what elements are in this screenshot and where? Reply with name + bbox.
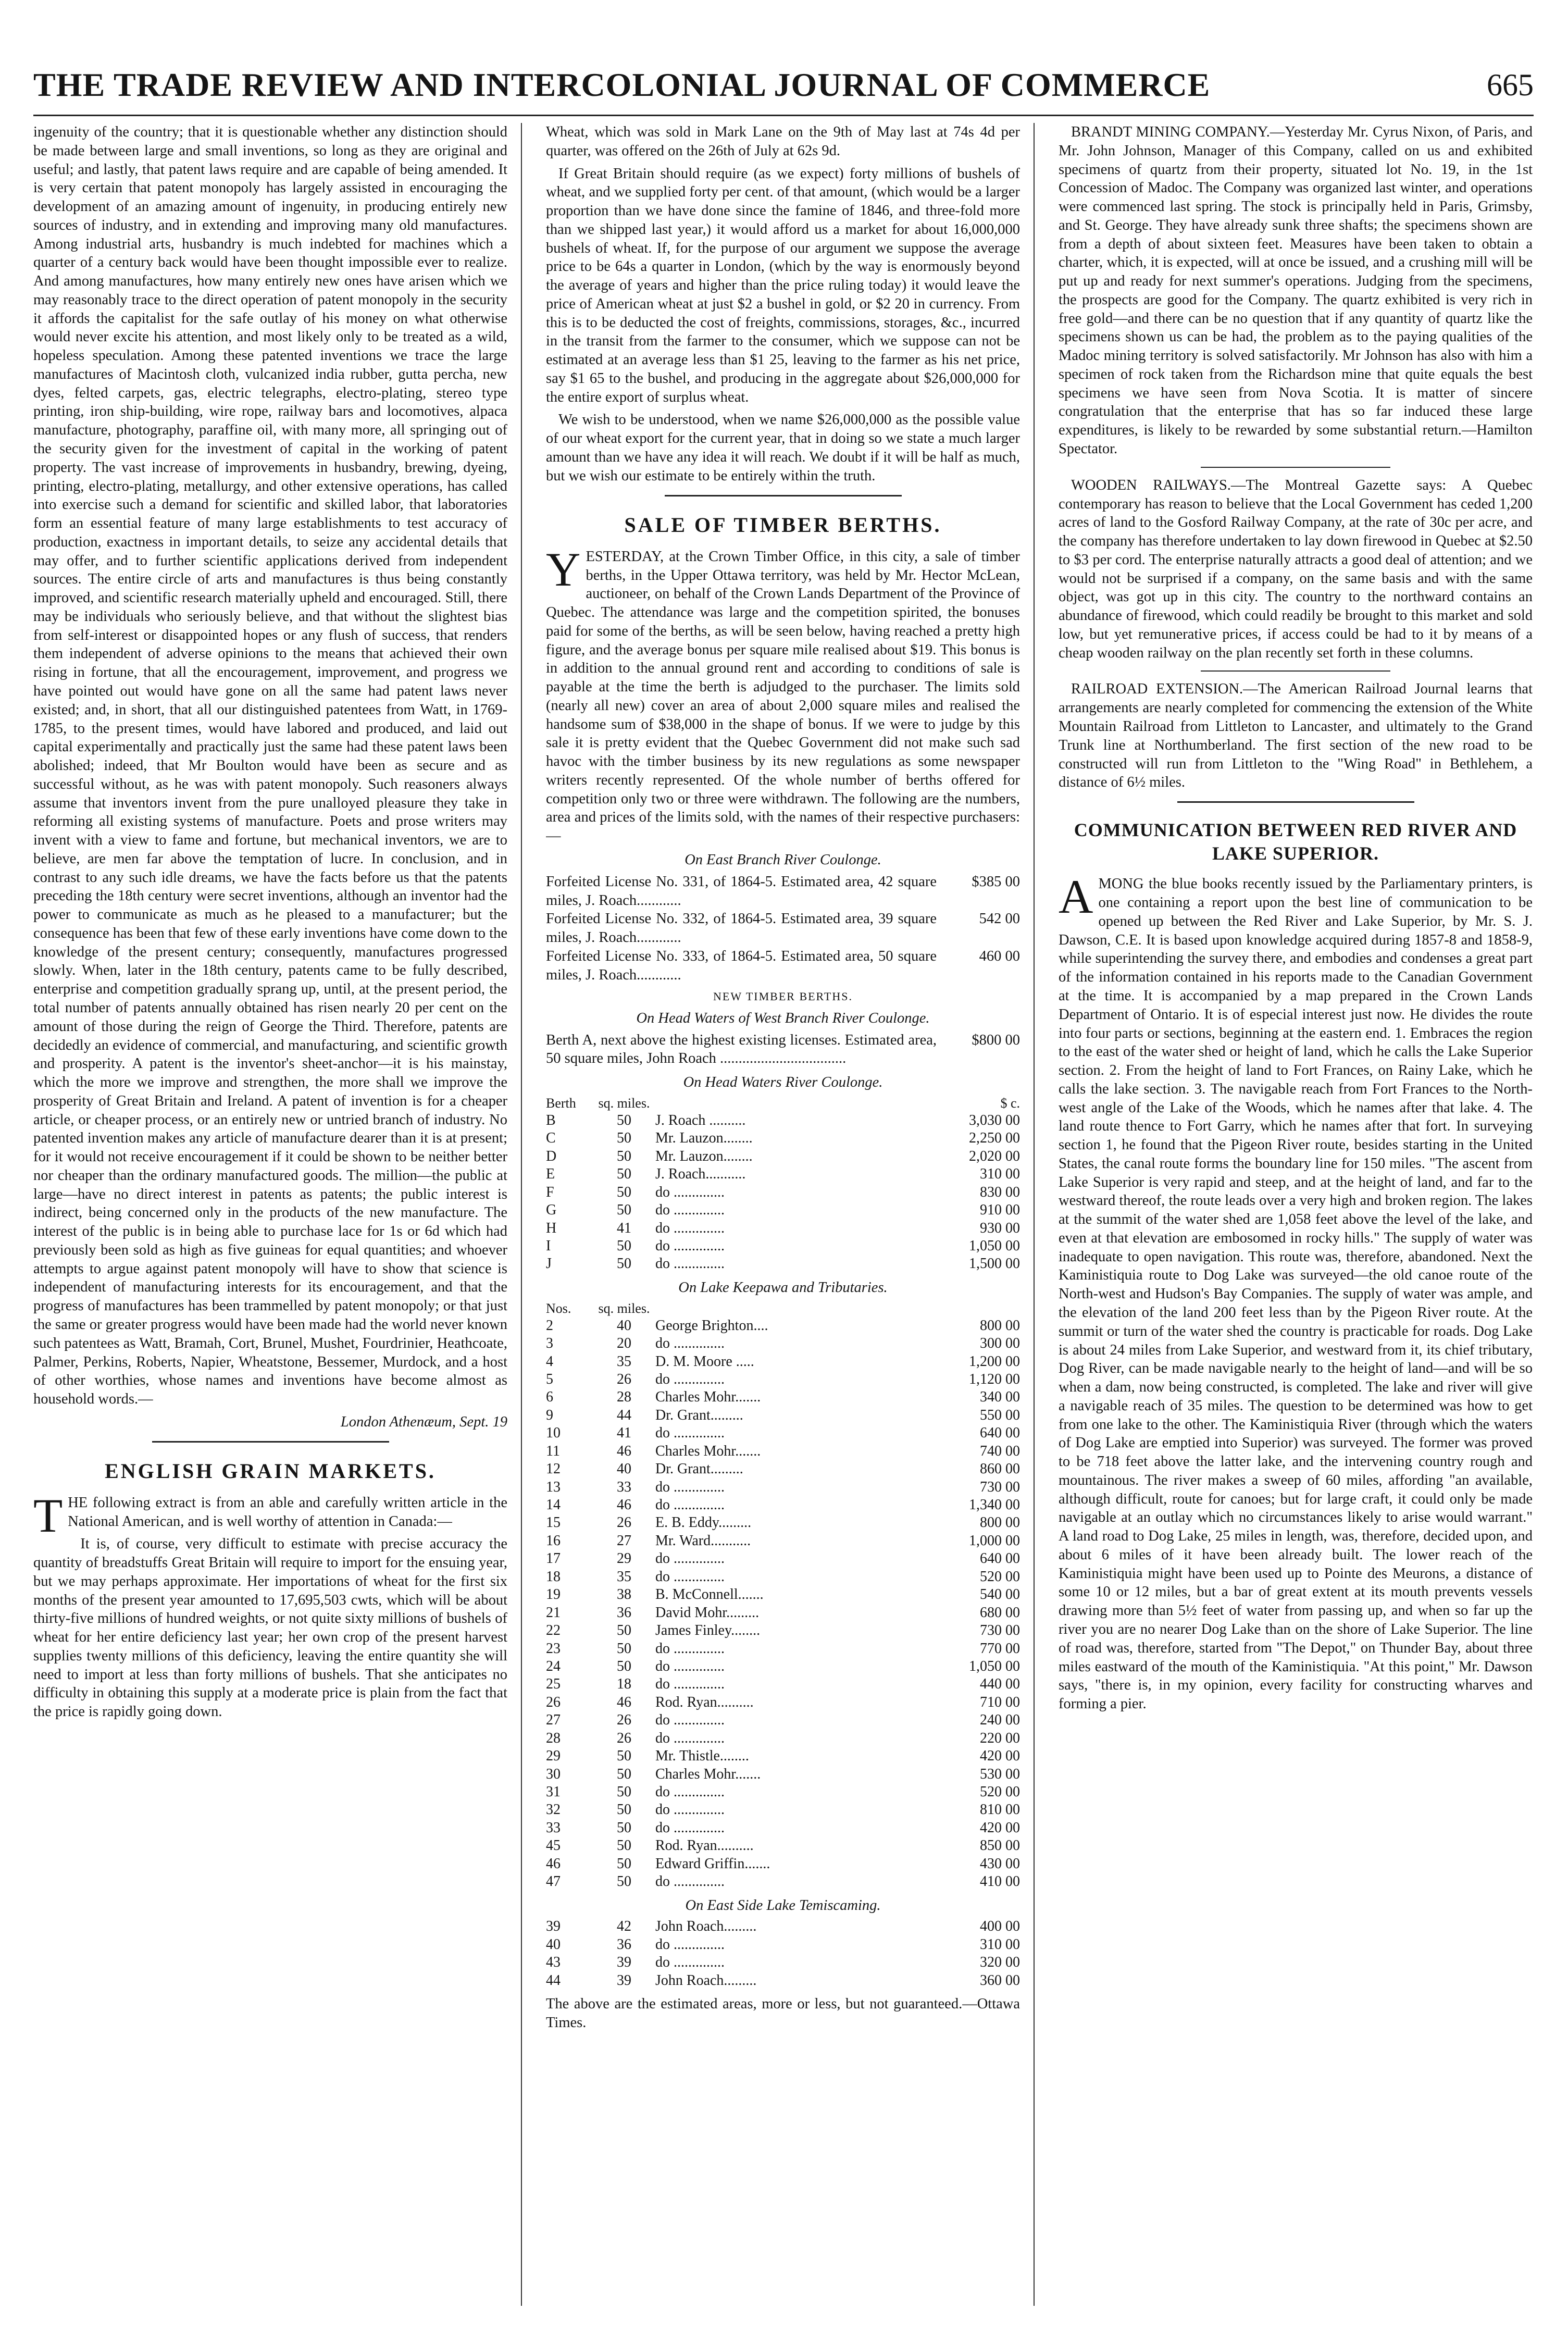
table-cell: 640 00 <box>980 1425 1020 1442</box>
item-rule <box>1201 670 1390 672</box>
coulonge-table <box>546 1095 1020 1273</box>
table-cell: 16 <box>546 1532 561 1549</box>
table-cell: 850 00 <box>980 1837 1020 1854</box>
table-cell: 360 00 <box>980 1972 1020 1989</box>
table-cell: 770 00 <box>980 1640 1020 1657</box>
table-cell: 39 <box>617 1972 631 1989</box>
table-cell: 50 <box>617 1202 631 1219</box>
table-row <box>546 1550 1020 1568</box>
table-cell: do .............. <box>655 1640 725 1657</box>
table-cell: 50 <box>617 1658 631 1674</box>
table-cell: 410 00 <box>980 1873 1020 1890</box>
table-cell: B <box>546 1112 556 1128</box>
table-cell: 50 <box>617 1855 631 1872</box>
table-cell: do .............. <box>655 1550 725 1567</box>
page-header <box>33 61 1534 108</box>
table-row <box>546 1855 1020 1873</box>
section-rule <box>1177 801 1414 803</box>
table-cell: 14 <box>546 1497 561 1513</box>
table-cell: Dr. Grant......... <box>655 1407 743 1423</box>
table-row <box>546 1972 1020 1990</box>
table-cell: 420 00 <box>980 1819 1020 1836</box>
table-row <box>546 1460 1020 1478</box>
wooden-railways-item: WOODEN RAILWAYS.—The Montreal Gazette says: A Quebec contemporary has reason to believe that the Local Government has ceded 1,200 acres of land to the Gosford Railway Company, at the rate of 30c per acre, and the company has therefore undertaken to lay down firewood in Quebec at $2.50 to $3 per cord. The enterprise naturally attracts a good deal of attention; and we would not be surprised if a company, on the same basis and with the same object, was got up in this city. The country to the northward contains an abundance of firewood, which could readily be brought to this market and sold low, but yet remunerative prices, if access could be had to it by means of a cheap wooden railway on the plan recently set forth in these columns. <box>1059 477 1533 661</box>
table-cell: Charles Mohr....... <box>655 1389 761 1406</box>
table-cell: H <box>546 1220 557 1236</box>
table-cell: Mr. Lauzon........ <box>655 1148 753 1164</box>
table-row <box>546 1424 1020 1442</box>
table-cell: 220 00 <box>980 1730 1020 1746</box>
table-cell: 40 <box>546 1936 561 1953</box>
table-cell: do .............. <box>655 1658 725 1674</box>
patent-article-source: London Athenæum, Sept. 19 <box>340 1413 507 1430</box>
table-row <box>546 1479 1020 1496</box>
table-row <box>546 1837 1020 1855</box>
table-cell: do .............. <box>655 1238 725 1255</box>
table-cell: 28 <box>617 1389 631 1406</box>
table-row <box>546 1443 1020 1460</box>
red-river-text: AMONG the blue books recently issued by the Parliamentary printers, is one containing a report upon the best line of communication to be opened up between the Red River and Lake Superior, by Mr. S. J. Dawson, C.E. It is based upon knowledge acquired during 1857-8 and 1858-9, while superintending the survey there, and embodies and condenses a great part of the information contained in his reports made to the Canadian Government at the time. It is accompanied by a map prepared in the Crown Lands Department of Ontario. It is of especial interest just now. He divides the route into four parts or sections, beginning at the eastern end. 1. Embraces the region to the east of the water shed or height of land, which he calls the Lake Superior section. 2. From the height of land to Fort Frances, on Rainy Lake, which he calls the lake section. 3. The navigable reach from Fort Frances to the North-west angle of the Lake of the Woods, which he names after that lake. 4. The land route thence to Fort Garry, which he names after that fort. In surveying section 1, he found that the Pigeon River route, besides starting in the United States, the canal route forms the boundary line for 150 miles. "The ascent from Lake Superior is very rapid and steep, and at the height of land, and far to the westward thereof, the route leads over a very high and broken region. The lakes at the summit of the water shed are 1,058 feet above the level of the lake, and even at that elevation are embosomed in rocky hills." The supply of water was inadequate to open navigation. This route was, therefore, abandoned. Next the Kaministiquia route to Dog Lake was surveyed—the old canoe route of the North-west and Hudson's Bay Companies. The supply of water was ample, and the elevation of the land 200 feet less than by the Pigeon River route. At the summit or turn of the water shed the country is practicable for roads. Dog Lake is about 24 miles from Lake Superior, and westward from it, its chief tributary, Dog River, can be made navigable nearly to the height of land—and will be so when a dam, now being constructed, is completed. The lake and river will give a navigable reach of 35 miles. The question to be determined was how to get from one lake to the other. The Kaministiquia River (through which the waters of Dog Lake are emptied into Superior) was surveyed. The former was proved to be 718 feet above the latter lake, and the intervening country rough and mountainous. The river makes a sweep of 60 miles, affording "an available, although difficult, route for canoes; but for large craft, it could only be made navigable at an outlay which no circumstances likely to arise would warrant." A land road to Dog Lake, 25 miles in length, was, therefore, decided upon, and about 6 miles of it have been already built. The lower reach of the Kaministiquia might have been used up to Pointe des Meurons, a distance of some 10 or 12 miles, but a bar of great extent at its mouth prevents vessels drawing more than 5½ feet of water from passing up, and when so far up the river you are no nearer Dog Lake than on the shore of Lake Superior. The line of road was, therefore, started from "The Depot," on Thunder Bay, about three miles eastward of the mouth of the Kaministiquia. "At this point," Mr. Dawson says, "there is, in my opinion, every facility for constructing wharves and forming a pier. <box>1059 870 1533 1712</box>
table-cell: do .............. <box>655 1371 725 1387</box>
table-cell: 40 <box>617 1461 631 1477</box>
table-cell: 800 00 <box>980 1317 1020 1334</box>
table-cell: 240 00 <box>980 1712 1020 1729</box>
table-cell: 46 <box>617 1443 631 1459</box>
table-cell: 46 <box>617 1694 631 1710</box>
table-cell: 2 <box>546 1317 553 1334</box>
column-divider <box>1034 123 1035 2306</box>
new-timber-berths-heading: NEW TIMBER BERTHS. <box>713 990 853 1003</box>
grain-continued-3: We wish to be understood, when we name $26,000,000 as the possible value of our wheat export for the current year, that in doing so we state a much larger amount than we have any idea it will reach. We doubt if it will be half as much, but we wish our estimate to be entirely within the truth. <box>546 412 1020 484</box>
table-cell: 36 <box>617 1604 631 1621</box>
table-cell: 50 <box>617 1802 631 1818</box>
table-row <box>546 1335 1020 1352</box>
table-cell: 42 <box>617 1918 631 1935</box>
table-row <box>546 1747 1020 1765</box>
table-row <box>546 1783 1020 1801</box>
table-cell: do .............. <box>655 1676 725 1693</box>
table-cell: Rod. Ryan.......... <box>655 1837 754 1854</box>
table-cell: 24 <box>546 1658 561 1674</box>
table-cell: 680 00 <box>980 1604 1020 1621</box>
table-row <box>546 1658 1020 1675</box>
table-cell: 310 00 <box>980 1166 1020 1183</box>
table-cell: 6 <box>546 1389 553 1406</box>
table-cell: 730 00 <box>980 1479 1020 1495</box>
table-cell: 22 <box>546 1622 561 1639</box>
brandt-mining-item: BRANDT MINING COMPANY.—Yesterday Mr. Cyrus Nixon, of Paris, and Mr. John Johnson, Manager of this Company, called on us and exhibited specimens of quartz from their property, situated lot No. 19, in the 1st Concession of Madoc. The Company was organized last winter, and operations were commenced last spring. The stock is principally held in Paris, Grimsby, and St. George. They have already sunk three shafts; the specimens shown are from a depth of about sixteen feet. Measures have been taken to obtain a charter, which, it is expected, will at once be issued, and a crushing mill will be put up and ready for next summer's operations. Judging from the specimens, the prospects are good for the Company. The quartz exhibited is very rich in free gold—and there can be no question that if any quantity of quartz like the specimens shown us can be had, the problem as to the paying qualities of the Madoc mining territory is solved satisfactorily. Mr Johnson has also with him a specimen of rock taken from the Richardson mine that quite equals the best specimens we have seen from Nova Scotia. It is matter of sincere congratulation that the enterprise that has so far induced these large expenditures, is likely to be rewarded by some substantial return.—Hamilton Spectator. <box>1059 124 1533 457</box>
table-cell: do .............. <box>655 1220 725 1236</box>
table-cell: 930 00 <box>980 1220 1020 1236</box>
table-cell: 41 <box>617 1425 631 1442</box>
table-cell: do .............. <box>655 1425 725 1442</box>
table-cell: 41 <box>617 1220 631 1236</box>
table-cell: 45 <box>546 1837 561 1854</box>
table-cell: Mr. Thistle........ <box>655 1748 749 1765</box>
table-cell: 46 <box>617 1497 631 1513</box>
table-cell: 35 <box>617 1353 631 1370</box>
table-cell: 46 <box>546 1855 561 1872</box>
table-cell: do .............. <box>655 1954 725 1971</box>
table-row <box>546 1694 1020 1711</box>
table-cell: 50 <box>617 1748 631 1765</box>
table-cell: 38 <box>617 1586 631 1603</box>
table-cell: Dr. Grant......... <box>655 1461 743 1477</box>
table-cell: 730 00 <box>980 1622 1020 1639</box>
table-cell: D. M. Moore ..... <box>655 1353 754 1370</box>
table-cell: 18 <box>617 1676 631 1693</box>
column-1 <box>33 123 507 2319</box>
table-cell: 740 00 <box>980 1443 1020 1459</box>
table-cell: David Mohr......... <box>655 1604 760 1621</box>
table-row <box>546 1514 1020 1532</box>
table-cell: 1,050 00 <box>969 1238 1020 1255</box>
table-cell: 50 <box>617 1238 631 1255</box>
table-cell: 36 <box>617 1936 631 1953</box>
table-cell: 19 <box>546 1586 561 1603</box>
table-cell: 11 <box>546 1443 560 1459</box>
table-cell: 43 <box>546 1954 561 1971</box>
table-cell: 28 <box>546 1730 561 1746</box>
table-row <box>546 1568 1020 1586</box>
table-cell: do .............. <box>655 1784 725 1800</box>
table-cell: I <box>546 1238 551 1255</box>
table-cell: 17 <box>546 1550 561 1567</box>
table-cell: 430 00 <box>980 1855 1020 1872</box>
table-cell: do .............. <box>655 1497 725 1513</box>
coulonge-heading: On Head Waters River Coulonge. <box>683 1074 883 1091</box>
section-rule <box>152 1441 389 1443</box>
table-cell: 31 <box>546 1784 561 1800</box>
table-cell: 50 <box>617 1819 631 1836</box>
table-cell: 50 <box>617 1256 631 1272</box>
berth-a-row: Berth A, next above the highest existing licenses. Estimated area, 50 square miles, John Roach .................................. $800 00 <box>546 1032 1020 1067</box>
grain-continued-1: Wheat, which was sold in Mark Lane on the 9th of May last at 74s 4d per quarter, was offered on the 26th of July at 62s 9d. <box>546 124 1020 159</box>
forfeited-license-row: Forfeited License No. 333, of 1864-5. Estimated area, 50 square miles, J. Roach............ 460 00 <box>546 948 1020 983</box>
table-cell: 810 00 <box>980 1802 1020 1818</box>
table-cell: Mr. Ward........... <box>655 1532 751 1549</box>
table-row <box>546 1604 1020 1622</box>
table-cell: J <box>546 1256 552 1272</box>
table-cell: 26 <box>617 1514 631 1531</box>
table-cell: 13 <box>546 1479 561 1495</box>
table-cell: 1,200 00 <box>969 1353 1020 1370</box>
table-row <box>546 1237 1020 1255</box>
table-cell: 340 00 <box>980 1389 1020 1406</box>
table-cell: 39 <box>546 1918 561 1935</box>
forfeited-license-row: Forfeited License No. 332, of 1864-5. Estimated area, 39 square miles, J. Roach............ 542 00 <box>546 911 1020 946</box>
table-row <box>546 1640 1020 1658</box>
table-cell: 800 00 <box>980 1514 1020 1531</box>
table-cell: 860 00 <box>980 1461 1020 1477</box>
table-cell: 420 00 <box>980 1748 1020 1765</box>
table-cell: 3,030 00 <box>969 1112 1020 1128</box>
table-cell: 50 <box>617 1148 631 1164</box>
table-cell: 50 <box>617 1112 631 1128</box>
table-row <box>546 1586 1020 1604</box>
table-cell: George Brighton.... <box>655 1317 768 1334</box>
table-row <box>546 1407 1020 1424</box>
table-cell: 26 <box>617 1730 631 1746</box>
table-cell: 50 <box>617 1166 631 1183</box>
table-header: Nos. sq. miles. <box>546 1300 650 1316</box>
table-cell: 20 <box>617 1335 631 1352</box>
table-row <box>546 1148 1020 1165</box>
table-cell: do .............. <box>655 1712 725 1729</box>
table-row <box>546 1353 1020 1371</box>
table-row <box>546 1496 1020 1514</box>
keepawa-heading: On Lake Keepawa and Tributaries. <box>678 1279 888 1296</box>
table-cell: 29 <box>617 1550 631 1567</box>
table-cell: 5 <box>546 1371 553 1387</box>
table-cell: E. B. Eddy......... <box>655 1514 752 1531</box>
table-cell: D <box>546 1148 557 1164</box>
table-cell: 3 <box>546 1335 553 1352</box>
table-cell: 27 <box>546 1712 561 1729</box>
table-cell: 39 <box>617 1954 631 1971</box>
table-row <box>546 1954 1020 1971</box>
table-cell: 4 <box>546 1353 553 1370</box>
table-cell: 26 <box>546 1694 561 1710</box>
table-cell: do .............. <box>655 1730 725 1746</box>
table-cell: 32 <box>546 1802 561 1818</box>
timber-berths-heading: SALE OF TIMBER BERTHS. <box>624 513 942 537</box>
table-cell: do .............. <box>655 1202 725 1219</box>
table-cell: 1,050 00 <box>969 1658 1020 1674</box>
table-cell: 25 <box>546 1676 561 1693</box>
table-cell: Charles Mohr....... <box>655 1443 761 1459</box>
table-row <box>546 1388 1020 1406</box>
table-cell: J. Roach .......... <box>655 1112 746 1128</box>
railroad-extension-item: RAILROAD EXTENSION.—The American Railroad Journal learns that arrangements are nearly completed for commencing the extension of the White Mountain Railroad from Littleton to Lancaster, and ultimately to the Grand Trunk line at Northumberland. The first section of the new road to be constructed will run from Littleton to the "Wing Road" in Bethlehem, a distance of 6½ miles. <box>1059 681 1533 791</box>
table-row <box>546 1711 1020 1729</box>
table-cell: 1,000 00 <box>969 1532 1020 1549</box>
header-rule <box>33 115 1534 116</box>
table-cell: John Roach......... <box>655 1972 757 1989</box>
west-branch-heading: On Head Waters of West Branch River Coulonge. <box>636 1010 930 1026</box>
table-row <box>546 1112 1020 1129</box>
table-cell: 440 00 <box>980 1676 1020 1693</box>
table-cell: J. Roach........... <box>655 1166 746 1183</box>
table-cell: 33 <box>546 1819 561 1836</box>
keepawa-table <box>546 1300 1020 1891</box>
table-cell: 50 <box>617 1640 631 1657</box>
grain-markets-heading: ENGLISH GRAIN MARKETS. <box>105 1459 436 1483</box>
table-cell: 50 <box>617 1184 631 1200</box>
table-row <box>546 1730 1020 1747</box>
table-cell: 640 00 <box>980 1550 1020 1567</box>
table-row <box>546 1918 1020 1935</box>
table-cell: Charles Mohr....... <box>655 1766 761 1782</box>
table-row <box>546 1622 1020 1640</box>
table-cell: 10 <box>546 1425 561 1442</box>
table-cell: do .............. <box>655 1184 725 1200</box>
grain-continued-2: If Great Britain should require (as we expect) forty millions of bushels of wheat, and we supplied forty per cent. of that amount, (which would be a larger proportion than we have done since the famine of 1846, and three-fold more than we shipped last year,) it would afford us a market for about 16,000,000 bushels of wheat. If, for the purpose of our argument we suppose the average price to be 64s a quarter in London, (which by the way is enormously beyond the average of years and higher than the price ruling today) it would leave the price of American wheat at just $2 a bushel in gold, or $2 20 in currency. From this is to be deducted the cost of freights, commissions, storages, &c., incurred in the transit from the farmer to the consumer, which we suppose can not be estimated at an average less than $1 25, leaving to the farmer as his net price, say $1 65 to the bushel, and producing in the aggregate about $26,000,000 for the entire export of surplus wheat. <box>546 165 1020 405</box>
table-cell: C <box>546 1130 556 1147</box>
patent-article-text: ingenuity of the country; that it is questionable whether any distinction should be made between large and small inventions, so long as they are original and useful; and lastly, that patent laws require and are capable of being amended. It is very certain that patent monopoly has largely assisted in encouraging the development of an amazing amount of ingenuity, in producing entirely new sources of industry, and in extending and improving many old manufactures. Among industrial arts, husbandry is much indebted for machines which a quarter of a century back would have been thought impossible ever to realize. And among manufactures, how many entirely new ones have arisen which we may reasonably trace to the direct operation of patent monopoly in the security it affords the capitalist for the safe outlay of his money on what otherwise would never excite his attention, and most likely only to be treated as a wild, hopeless speculation. Among these patented inventions we trace the large manufactures of Macintosh cloth, vulcanized india rubber, gutta percha, new dyes, felted carpets, gas, electric telegraphs, electro-plating, stereo type printing, iron ship-building, wire rope, railway bars and locomotives, alpaca manufacture, photography, paraffine oil, with many more, all springing out of the security given for the investment of capital in the working of patent property. The vast increase of improvements in husbandry, brewing, dyeing, printing, electro-plating, metallurgy, and other extensive operations, has called into exercise such a demand for scientific and skilled labor, that laboratories form an essential feature of many large establishments to test accuracy of production, exactness in important details, to seize any accidental details that may offer, and to further scientific applications derived from independent sources. The entire circle of arts and manufactures is thus being constantly improved, and scientific research materially upheld and encouraged. Still, there may be individuals who seriously believe, and that without the slightest bias from self-interest or disappointed hopes or any flush of success, that renders them independent of adverse opinions to the means that achieved their own rising in fortune, that all the encouragement, improvement, and progress we have pointed out would have gone on all the same had patent laws never existed; and, in short, that all our distinguished patentees from Watt, in 1769-1785, to the present times, would have labored and produced, and laid out capital experimentally and practically just the same had these patent laws been abolished; indeed, that Mr Boulton would have been as secure and as successful without, as he was with patent monopoly. Such reasoners always assume that inventors invent from the pure unalloyed pleasure they take in reforming all existing systems of manufacture. Poets and prose writers may invent with a view to fame and fortune, but mechanical inventors, we are to believe, are men far above the temptation of lucre. In conclusion, and in contrast to any such idle dreams, we have the facts before us that the patents preceding the 18th century were secret inventions, although an inventor had the power to communicate as much as he pleased to a manufacturer; but the consequence has been that few of these early inventions have come down to the knowledge of the present century; consequently, manufactures progressed slowly. When, later in the 18th century, patents came to be fully described, enterprise and competition gradually sprang up, until, at the present period, the total number of patents annually obtained has risen nearly 20 per cent on the amount of those during the reign of George the Third. Therefore, patents are decidedly an evidence of commercial, and manufacturing, and scientific growth and prosperity. A patent is the inventor's sheet-anchor—it is his mainstay, which the more we improve and strengthen, the more shall we improve the prosperity of Great Britain and Ireland. A patent of invention is for a cheaper article, or cheaper process, or an entirely new or untried branch of industry. No patented invention makes any article of manufacture dearer than it is at present; for it would not receive encouragement if it could be shown to be neither better nor cheaper than the ordinary manufactured goods. The million—the public at large—have no direct interest in patents as patents; the public interest is indirect, being concerned only in the products of the new manufacture. The interest of the public is in being able to purchase lace for 1s or 6d which had previously been sold as high as five guineas for equal quantities; and whoever attempts to argue against patent monopoly will have to show that science is independent of manufacturing interests for its encouragement, and that the progress of manufactures has been trammelled by patent monopoly; or that just the same or greater progress would have been made had the world never known such patentees as Watt, Bramah, Cort, Brunel, Mushet, Fourdrinier, Heathcoate, Palmer, Perkins, Roberts, Napier, Wheatstone, Bessemer, Murdock, and a host of other worthies, whose names and inventions have become almost as household words.— <box>33 124 507 1408</box>
table-cell: 44 <box>617 1407 631 1423</box>
east-branch-heading: On East Branch River Coulonge. <box>685 851 881 868</box>
table-cell: 9 <box>546 1407 553 1423</box>
table-row <box>546 1184 1020 1201</box>
table-cell: B. McConnell....... <box>655 1586 764 1603</box>
table-cell: 44 <box>546 1972 561 1989</box>
page-number: 665 <box>1487 67 1534 102</box>
table-cell: 910 00 <box>980 1202 1020 1219</box>
table-cell: do .............. <box>655 1802 725 1818</box>
timber-berths-text: YESTERDAY, at the Crown Timber Office, in this city, a sale of timber berths, in the Upper Ottawa territory, was held by Mr. Hector McLean, auctioneer, on behalf of the Crown Lands Department of the Province of Quebec. The attendance was large and the competition spirited, the bonuses paid for some of the berths, as will be seen below, having reached a pretty high figure, and the average bonus per square mile realised about $19. This bonus is in addition to the annual ground rent and according to conditions of sale is payable at the time the berth is adjudged to the purchaser. The limits sold (nearly all new) cover an area of about 2,000 square miles and realised the handsome sum of $38,000 in the shape of bonus. If we were to judge by this sale it is pretty evident that the Quebec Government did not make such sad havoc with the timber business by its new regulations as some newspaper writers recently represented. Of the whole number of berths offered for competition only two or three were withdrawn. The following are the numbers, area and prices of the limits sold, with the names of their respective purchasers:— <box>546 542 1020 844</box>
table-cell: 27 <box>617 1532 631 1549</box>
temiscaming-table <box>546 1918 1020 1990</box>
table-cell: 300 00 <box>980 1335 1020 1352</box>
table-header: Berth sq. miles. $ c. <box>546 1096 1020 1111</box>
table-cell: do .............. <box>655 1936 725 1953</box>
table-cell: 12 <box>546 1461 561 1477</box>
table-cell: Mr. Lauzon........ <box>655 1130 753 1147</box>
table-cell: 50 <box>617 1784 631 1800</box>
table-cell: 320 00 <box>980 1954 1020 1971</box>
table-cell: 520 00 <box>980 1784 1020 1800</box>
table-cell: 400 00 <box>980 1918 1020 1935</box>
table-cell: do .............. <box>655 1819 725 1836</box>
table-cell: E <box>546 1166 555 1183</box>
table-cell: 710 00 <box>980 1694 1020 1710</box>
table-cell: 15 <box>546 1514 561 1531</box>
table-cell: 2,250 00 <box>969 1130 1020 1147</box>
table-cell: 1,340 00 <box>969 1497 1020 1513</box>
table-cell: 21 <box>546 1604 561 1621</box>
table-cell: 50 <box>617 1130 631 1147</box>
table-cell: do .............. <box>655 1568 725 1585</box>
table-row <box>546 1675 1020 1693</box>
table-cell: 23 <box>546 1640 561 1657</box>
table-cell: 520 00 <box>980 1568 1020 1585</box>
table-row <box>546 1532 1020 1550</box>
table-row <box>546 1801 1020 1819</box>
table-row <box>546 1873 1020 1891</box>
item-rule <box>1201 467 1390 468</box>
red-river-heading: COMMUNICATION BETWEEN RED RIVER AND LAKE SUPERIOR. <box>1074 819 1517 864</box>
table-cell: 1,500 00 <box>969 1256 1020 1272</box>
table-row <box>546 1766 1020 1783</box>
table-row <box>546 1165 1020 1183</box>
table-cell: 26 <box>617 1712 631 1729</box>
table-row <box>546 1129 1020 1147</box>
forfeited-license-row: Forfeited License No. 331, of 1864-5. Estimated area, 42 square miles, J. Roach............ $385 00 <box>546 873 1020 909</box>
table-row <box>546 1819 1020 1837</box>
table-row <box>546 1201 1020 1219</box>
table-cell: 30 <box>546 1766 561 1782</box>
table-cell: 18 <box>546 1568 561 1585</box>
journal-title: THE TRADE REVIEW AND INTERCOLONIAL JOURNAL OF COMMERCE <box>33 66 1211 103</box>
table-cell: Edward Griffin....... <box>655 1855 770 1872</box>
table-cell: 530 00 <box>980 1766 1020 1782</box>
table-row <box>546 1220 1020 1237</box>
table-cell: 50 <box>617 1766 631 1782</box>
table-cell: 35 <box>617 1568 631 1585</box>
table-cell: 830 00 <box>980 1184 1020 1200</box>
table-cell: 50 <box>617 1622 631 1639</box>
table-cell: do .............. <box>655 1479 725 1495</box>
table-cell: 2,020 00 <box>969 1148 1020 1164</box>
table-cell: do .............. <box>655 1873 725 1890</box>
table-cell: G <box>546 1202 557 1219</box>
table-cell: do .............. <box>655 1256 725 1272</box>
section-rule <box>665 495 902 496</box>
grain-markets-intro: THE following extract is from an able and carefully written article in the National American, and is well worthy of attention in Canada:— <box>33 1488 507 1542</box>
table-cell: 50 <box>617 1837 631 1854</box>
table-cell: John Roach......... <box>655 1918 757 1935</box>
table-cell: 26 <box>617 1371 631 1387</box>
column-3 <box>1059 123 1533 2319</box>
table-cell: 550 00 <box>980 1407 1020 1423</box>
table-row <box>546 1255 1020 1273</box>
table-cell: 33 <box>617 1479 631 1495</box>
table-row <box>546 1317 1020 1335</box>
table-cell: 540 00 <box>980 1586 1020 1603</box>
table-cell: do .............. <box>655 1335 725 1352</box>
table-cell: F <box>546 1184 554 1200</box>
table-cell: 47 <box>546 1873 561 1890</box>
grain-markets-text: It is, of course, very difficult to estimate with precise accuracy the quantity of breadstuffs Great Britain will require to import for the ensuing year, but we may perhaps approximate. Her importations of wheat for the first six months of the present year amounted to 17,695,503 cwts, which will be about thirty-five millions of hundred weights, or not quite sixty millions of bushels of wheat for her entire deficiency last year; her own crop of the present harvest supplies twenty millions of this deficiency, leaving the entire quantity she will need to import at less than forty millions of bushels. That she anticipates no difficulty in obtaining this supply at a moderate price is plain from the fact that the price is rapidly going down. <box>33 1536 507 1720</box>
table-cell: James Finley........ <box>655 1622 761 1639</box>
column-divider <box>521 123 522 2306</box>
temiscaming-heading: On East Side Lake Temiscaming. <box>685 1897 881 1914</box>
table-cell: 50 <box>617 1873 631 1890</box>
table-row <box>546 1936 1020 1954</box>
table-cell: 29 <box>546 1748 561 1765</box>
column-2 <box>546 123 1020 2319</box>
table-cell: 310 00 <box>980 1936 1020 1953</box>
table-cell: Rod. Ryan.......... <box>655 1694 754 1710</box>
table-cell: 40 <box>617 1317 631 1334</box>
timber-closing-note: The above are the estimated areas, more or less, but not guaranteed.—Ottawa Times. <box>546 1996 1020 2031</box>
table-cell: 1,120 00 <box>969 1371 1020 1387</box>
table-row <box>546 1371 1020 1388</box>
